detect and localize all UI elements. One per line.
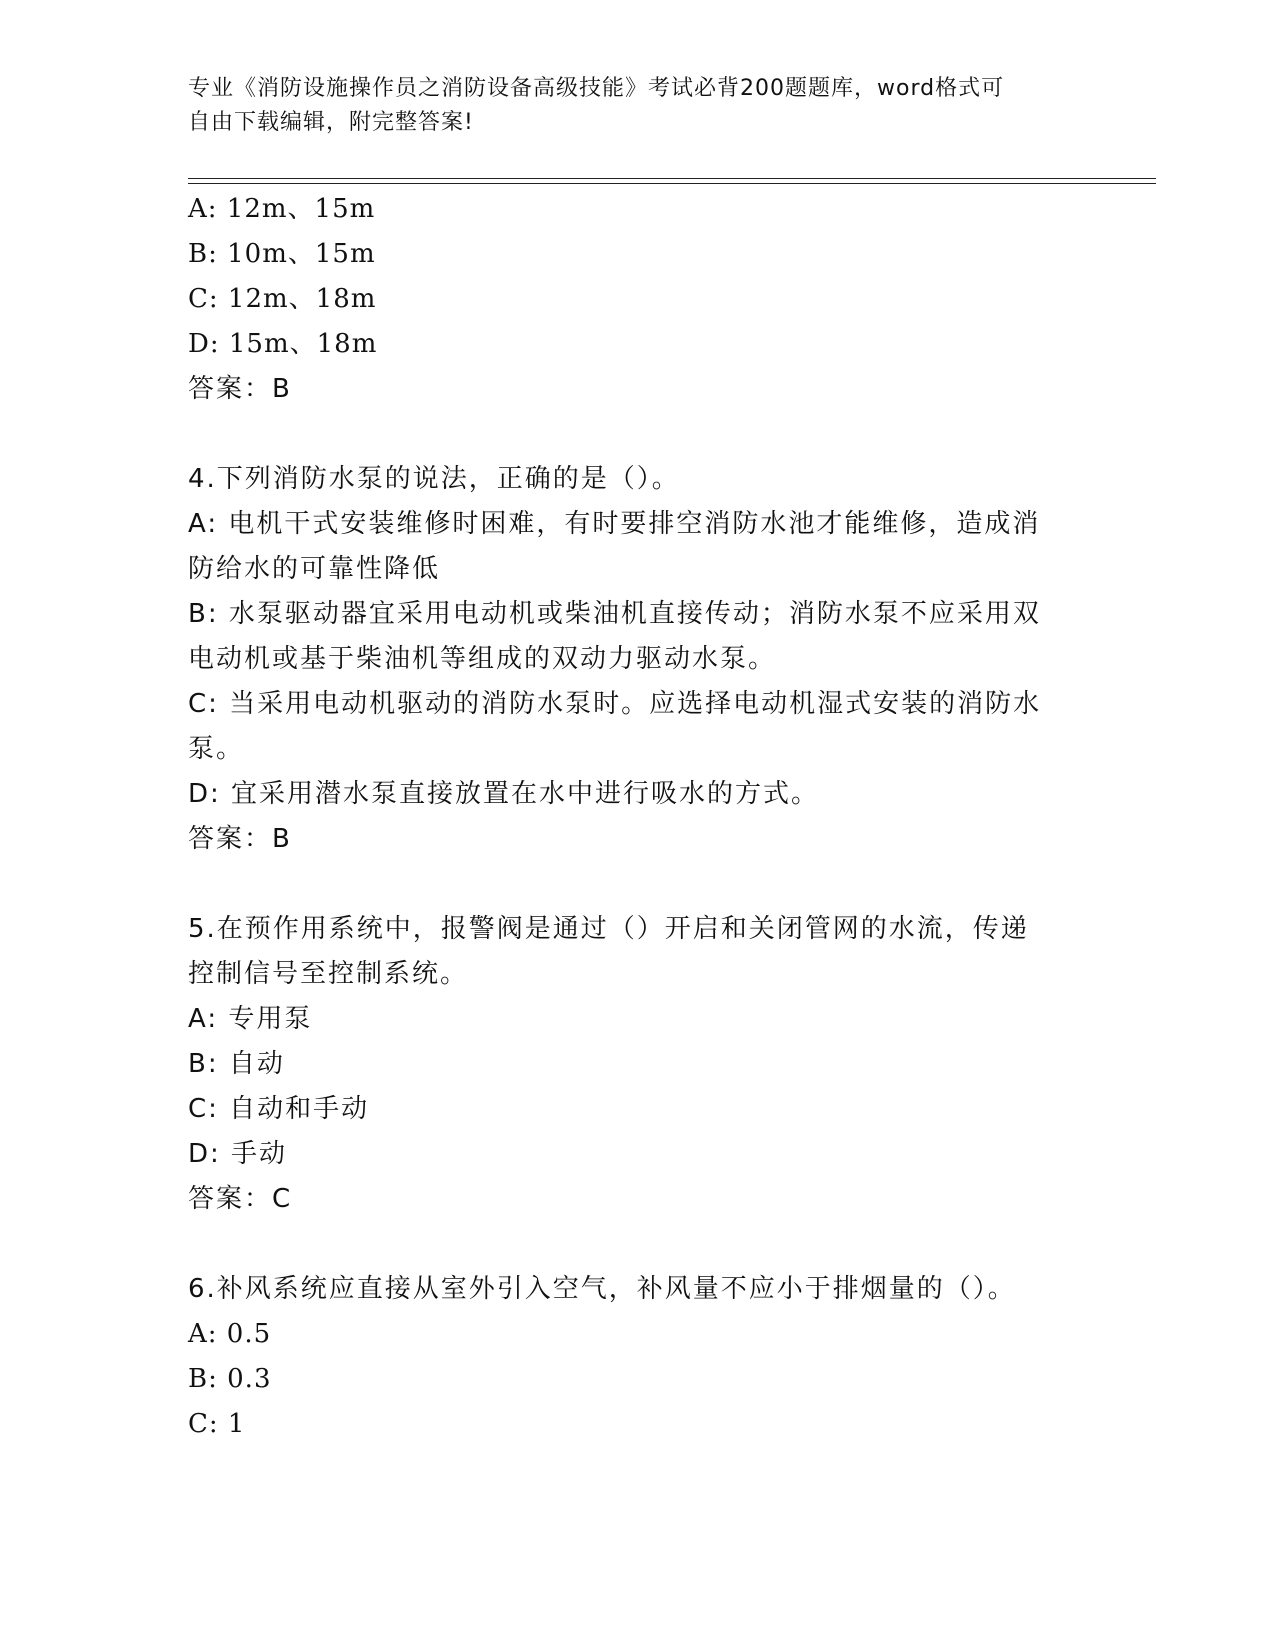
q4-option-b-line-1: B: 水泵驱动器宜采用电动机或柴油机直接传动；消防水泵不应采用双: [188, 599, 1041, 629]
q6-option-c: C: 1: [188, 1409, 246, 1439]
header-divider-top: [188, 178, 1156, 179]
q3-option-c: C: 12m、18m: [188, 284, 377, 314]
q5-stem-line-2: 控制信号至控制系统。: [188, 959, 469, 989]
q6-option-a: A: 0.5: [188, 1319, 272, 1349]
q4-option-c-line-1: C: 当采用电动机驱动的消防水泵时。应选择电动机湿式安装的消防水: [188, 689, 1042, 719]
q4-option-d: D: 宜采用潜水泵直接放置在水中进行吸水的方式。: [188, 779, 820, 809]
q3-option-d: D: 15m、18m: [188, 329, 378, 359]
header-line-1: 专业《消防设施操作员之消防设备高级技能》考试必背200题题库，word格式可: [188, 76, 1005, 101]
q5-answer: 答案：C: [188, 1184, 293, 1214]
q6-stem: 6.补风系统应直接从室外引入空气，补风量不应小于排烟量的（）。: [188, 1274, 1016, 1304]
q3-option-a: A: 12m、15m: [188, 194, 376, 224]
q4-option-b-line-2: 电动机或基于柴油机等组成的双动力驱动水泵。: [188, 644, 777, 674]
q3-answer: 答案：B: [188, 374, 292, 404]
q4-option-a-line-2: 防给水的可靠性降低: [188, 554, 441, 584]
document-header: [188, 72, 1088, 140]
q4-option-a-line-1: A: 电机干式安装维修时困难，有时要排空消防水池才能维修，造成消: [188, 509, 1041, 539]
header-line-2: 自由下载编辑，附完整答案!: [188, 110, 474, 135]
q4-answer: 答案：B: [188, 824, 292, 854]
q5-stem-line-1: 5.在预作用系统中，报警阀是通过（）开启和关闭管网的水流，传递: [188, 914, 1029, 944]
q4-option-c-line-2: 泵。: [188, 734, 245, 764]
q5-option-c: C: 自动和手动: [188, 1094, 370, 1124]
q5-option-a: A: 专用泵: [188, 1004, 313, 1034]
q3-option-b: B: 10m、15m: [188, 239, 376, 269]
header-divider-bottom: [188, 183, 1156, 184]
q6-option-b: B: 0.3: [188, 1364, 272, 1394]
q5-option-d: D: 手动: [188, 1139, 288, 1169]
q4-stem: 4.下列消防水泵的说法，正确的是（）。: [188, 464, 680, 494]
q5-option-b: B: 自动: [188, 1049, 285, 1079]
